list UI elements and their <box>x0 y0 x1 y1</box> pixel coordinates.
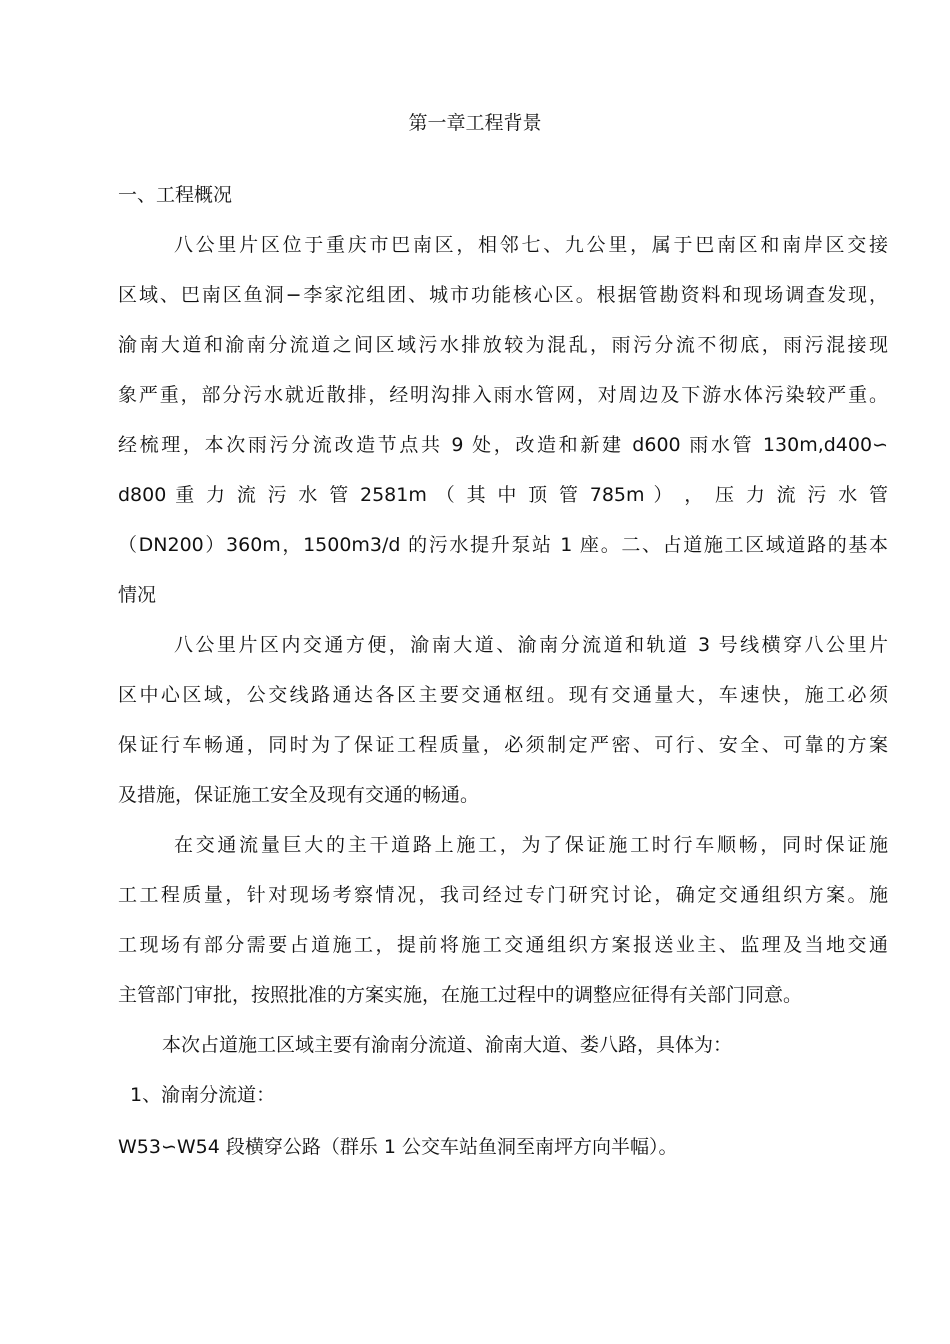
paragraph-line: 经梳理，本次雨污分流改造节点共 9 处，改造和新建 d600 雨水管 130m,d400∽ <box>118 434 888 456</box>
page-title: 第一章工程背景 <box>408 112 542 134</box>
paragraph-line: 象严重，部分污水就近散排，经明沟排入雨水管网，对周边及下游水体污染较严重。 <box>118 384 888 406</box>
list-item-heading: 1、渝南分流道： <box>130 1084 276 1106</box>
paragraph-line: d800 重 力 流 污 水 管 2581m （ 其 中 顶 管 785m ） ， 压 力 流 污 水 管 <box>118 484 888 506</box>
paragraph-line: 区中心区域，公交线路通达各区主要交通枢纽。现有交通量大，车速快，施工必须 <box>118 684 888 706</box>
paragraph-line: 保证行车畅通，同时为了保证工程质量，必须制定严密、可行、安全、可靠的方案 <box>118 734 888 756</box>
paragraph-line: 本次占道施工区域主要有渝南分流道、渝南大道、娄八路，具体为： <box>162 1034 733 1056</box>
paragraph-line: 主管部门审批，按照批准的方案实施，在施工过程中的调整应征得有关部门同意。 <box>118 984 803 1006</box>
paragraph-line: 渝南大道和渝南分流道之间区域污水排放较为混乱，雨污分流不彻底，雨污混接现 <box>118 334 888 356</box>
paragraph-line: 情况 <box>118 584 157 606</box>
paragraph-line: 八公里片区内交通方便，渝南大道、渝南分流道和轨道 3 号线横穿八公里片 <box>174 634 888 656</box>
paragraph-line: 及措施，保证施工安全及现有交通的畅通。 <box>118 784 480 806</box>
paragraph-line: （DN200）360m，1500m3/d 的污水提升泵站 1 座。二、占道施工区域道路的基本 <box>118 534 888 556</box>
paragraph-line: 区域、巴南区鱼洞−李家沱组团、城市功能核心区。根据管勘资料和现场调查发现， <box>118 284 888 306</box>
paragraph-line: 工现场有部分需要占道施工，提前将施工交通组织方案报送业主、监理及当地交通 <box>118 934 888 956</box>
section-heading: 一、工程概况 <box>118 184 233 206</box>
paragraph-line: 在交通流量巨大的主干道路上施工，为了保证施工时行车顺畅，同时保证施 <box>174 834 888 856</box>
paragraph-line: W53∽W54 段横穿公路（群乐 1 公交车站鱼洞至南坪方向半幅）。 <box>118 1136 678 1158</box>
paragraph-line: 八公里片区位于重庆市巴南区，相邻七、九公里，属于巴南区和南岸区交接 <box>174 234 888 256</box>
paragraph-line: 工工程质量，针对现场考察情况，我司经过专门研究讨论，确定交通组织方案。施 <box>118 884 888 906</box>
